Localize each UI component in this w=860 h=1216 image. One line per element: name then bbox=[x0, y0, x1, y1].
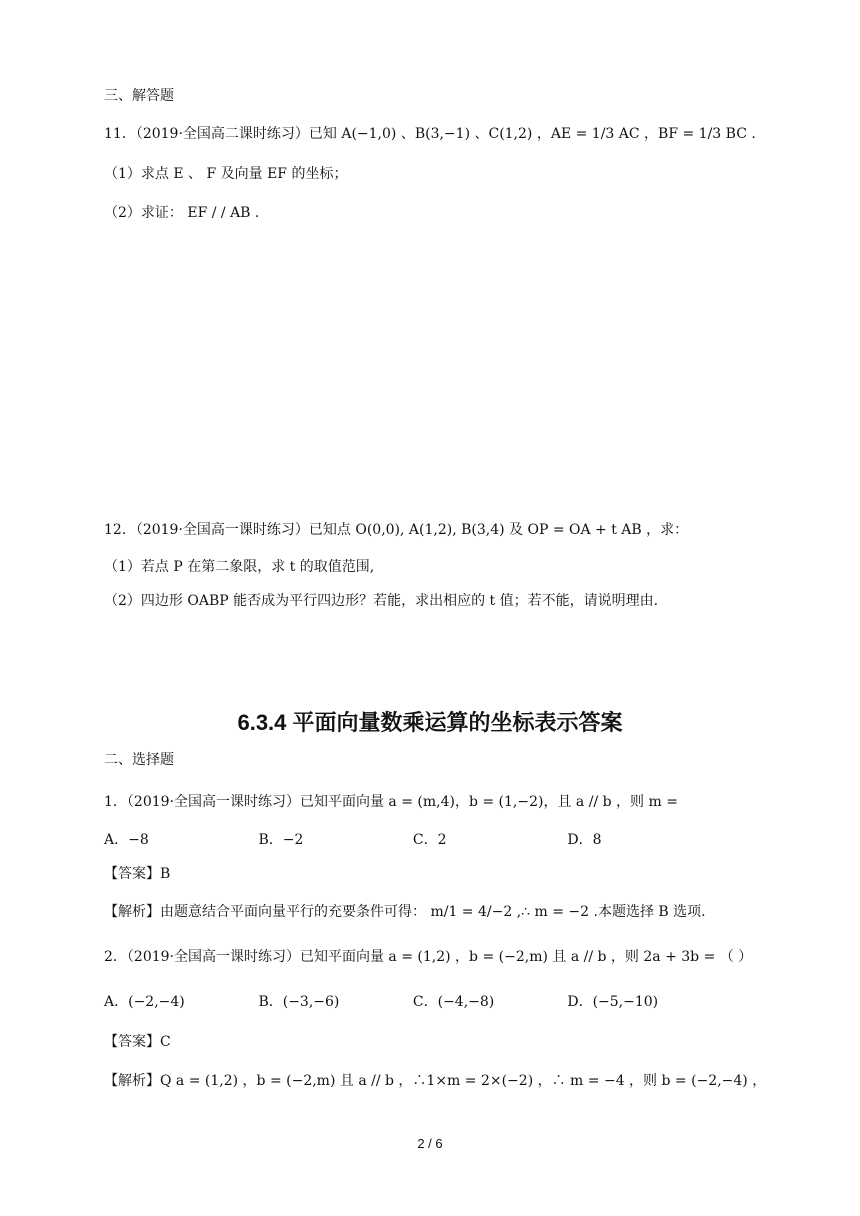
a2-stem: 2．（2019·全国高一课时练习）已知平面向量 a = (1,2) ，b = (−2,m) 且 a // b ，则 2a + 3b = （ ） bbox=[104, 949, 753, 965]
page-number: 2 / 6 bbox=[417, 1136, 443, 1151]
q11-part1: （1）求点 E 、 F 及向量 EF 的坐标； bbox=[104, 166, 348, 182]
a2-option-b: B．(−3,−6) bbox=[258, 994, 340, 1010]
a1-answer: 【答案】B bbox=[104, 866, 171, 882]
a2-option-d: D．(−5,−10) bbox=[567, 994, 659, 1010]
a2-analysis: 【解析】Q a = (1,2) ，b = (−2,m) 且 a // b ，∴1×m = 2×(−2) ，∴ m = −4 ，则 b = (−2,−4) ， bbox=[104, 1073, 767, 1089]
q11-stem: 11．（2019·全国高二课时练习）已知 A(−1,0) 、B(3,−1) 、C(1,2) ，AE = 1/3 AC ，BF = 1/3 BC . bbox=[104, 126, 756, 142]
q12-part2: （2）四边形 OABP 能否成为平行四边形？若能，求出相应的 t 值；若不能，请说明理由. bbox=[104, 593, 659, 609]
a1-analysis: 【解析】由题意结合平面向量平行的充要条件可得： m/1 = 4/−2 ,∴ m = −2 .本题选择 B 选项. bbox=[104, 904, 706, 920]
q11-part2: （2）求证： EF / / AB . bbox=[104, 205, 260, 221]
a1-option-a: A．−8 bbox=[104, 832, 149, 848]
a1-option-c: C．2 bbox=[412, 832, 447, 848]
a1-option-b: B．−2 bbox=[258, 832, 304, 848]
answer-section-title: 6.3.4 平面向量数乘运算的坐标表示答案 bbox=[237, 710, 623, 735]
q12-stem: 12．（2019·全国高一课时练习）已知点 O(0,0), A(1,2), B(3,4) 及 OP = OA + t AB ，求： bbox=[104, 522, 689, 538]
q12-part1: （1）若点 P 在第二象限，求 t 的取值范围, bbox=[104, 559, 375, 575]
section-heading-choice: 二、选择题 bbox=[104, 752, 174, 768]
a2-answer: 【答案】C bbox=[104, 1034, 171, 1050]
a2-option-c: C．(−4,−8) bbox=[412, 994, 495, 1010]
a2-option-a: A．(−2,−4) bbox=[104, 994, 185, 1010]
a1-stem: 1．（2019·全国高一课时练习）已知平面向量 a = (m,4)，b = (1,−2)，且 a // b ，则 m = bbox=[104, 794, 678, 810]
a1-options bbox=[104, 830, 602, 850]
a1-option-d: D．8 bbox=[567, 832, 602, 848]
a2-options bbox=[104, 992, 658, 1012]
section-heading-solve: 三、解答题 bbox=[104, 88, 174, 104]
